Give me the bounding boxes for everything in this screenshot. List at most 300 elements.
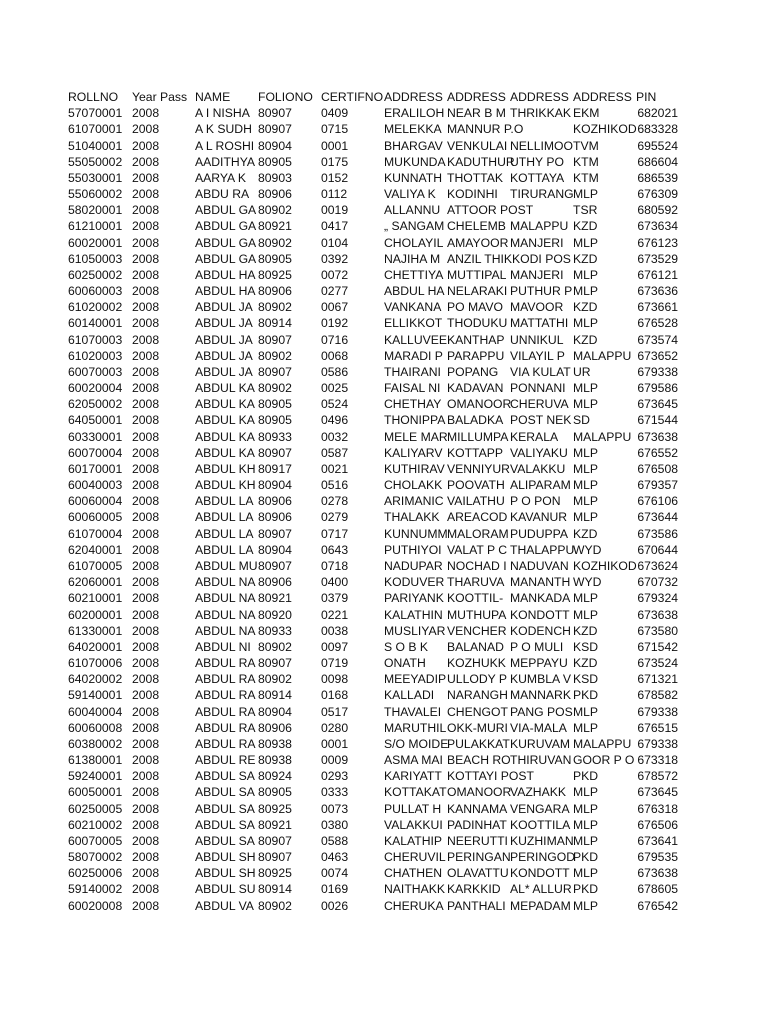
cell-address-2: MALORAM (447, 526, 509, 541)
cell-pin: 673638 (637, 429, 678, 444)
cell-address-1: S/O MOIDE (384, 736, 449, 751)
cell-name: ABDUL SA (195, 833, 255, 848)
cell-address-3: P O MULI (510, 639, 564, 654)
cell-address-4: TSR (573, 203, 598, 218)
cell-rollno: 64020001 (68, 639, 123, 654)
cell-pin: 676506 (637, 817, 678, 832)
header-address-1: ADDRESS (384, 90, 443, 104)
cell-foliono: 80906 (258, 494, 292, 509)
cell-address-2: OMANOOR (447, 397, 512, 412)
cell-certifno: 0516 (321, 478, 349, 493)
cell-address-2: NARANGH (447, 688, 508, 703)
cell-address-2: AMAYOOR (447, 235, 509, 250)
cell-foliono: 80907 (258, 526, 292, 541)
cell-address-3: KONDOTT (510, 866, 570, 881)
cell-certifno: 0277 (321, 284, 349, 299)
cell-rollno: 51040001 (68, 138, 123, 153)
cell-foliono: 80905 (258, 785, 292, 800)
table-row (68, 736, 748, 752)
cell-certifno: 0001 (321, 736, 349, 751)
cell-address-1: KALIYARV (384, 445, 443, 460)
cell-certifno: 0168 (321, 688, 349, 703)
cell-name: ABDUL RA (195, 688, 256, 703)
cell-foliono: 80914 (258, 688, 292, 703)
cell-address-4: MLP (573, 785, 599, 800)
cell-address-2: PERINGAN (447, 850, 511, 865)
cell-rollno: 60380002 (68, 736, 123, 751)
cell-address-2: BALADKA (447, 413, 504, 428)
cell-pin: 671544 (637, 413, 678, 428)
cell-address-1: THALAKK (384, 510, 440, 525)
cell-rollno: 58070002 (68, 850, 123, 865)
cell-rollno: 60330001 (68, 429, 123, 444)
cell-certifno: 0333 (321, 785, 349, 800)
cell-name: ABDUL SH (195, 850, 256, 865)
cell-rollno: 61070001 (68, 122, 123, 137)
cell-address-2: VAILATHU (447, 494, 505, 509)
table-row (68, 332, 748, 348)
cell-rollno: 55050002 (68, 154, 123, 169)
cell-address-4: SD (573, 413, 590, 428)
cell-address-3: CHERUVA (510, 397, 569, 412)
header-pin: PIN (636, 90, 657, 104)
cell-address-1: NAJIHA M (384, 251, 441, 266)
cell-pin: 683328 (637, 122, 678, 137)
cell-pin: 676508 (637, 461, 678, 476)
cell-address-2: KADUTHUR (447, 154, 515, 169)
cell-address-1: THAVALEI (384, 704, 442, 719)
table-row (68, 461, 748, 477)
cell-name: ABDUL SH (195, 866, 256, 881)
cell-pin: 679535 (637, 850, 678, 865)
cell-pin: 676309 (637, 187, 678, 202)
cell-foliono: 80933 (258, 623, 292, 638)
table-row (68, 898, 748, 914)
cell-year-pass: 2008 (132, 769, 160, 784)
cell-address-1: MUSLIYAR (384, 623, 446, 638)
cell-rollno: 58020001 (68, 203, 123, 218)
cell-name: ABDUL SA (195, 785, 255, 800)
cell-certifno: 0175 (321, 154, 349, 169)
cell-pin: 670644 (637, 542, 678, 557)
cell-address-1: CHOLAKK (384, 478, 443, 493)
cell-certifno: 0280 (321, 720, 349, 735)
cell-name: ABDUL SA (195, 817, 255, 832)
cell-foliono: 80904 (258, 542, 292, 557)
cell-address-1: „ SANGAM (384, 219, 445, 234)
cell-address-1: MELEKKA (384, 122, 442, 137)
cell-pin: 673645 (637, 397, 678, 412)
cell-year-pass: 2008 (132, 154, 160, 169)
table-row (68, 170, 748, 186)
cell-name: ABDUL RA (195, 656, 256, 671)
cell-certifno: 0097 (321, 639, 349, 654)
cell-pin: 679586 (637, 381, 678, 396)
cell-address-4: MLP (573, 510, 599, 525)
table-row (68, 881, 748, 897)
cell-year-pass: 2008 (132, 542, 160, 557)
cell-year-pass: 2008 (132, 348, 160, 363)
table-row (68, 493, 748, 509)
cell-name: ABDUL LA (195, 542, 254, 557)
cell-foliono: 80906 (258, 575, 292, 590)
table-row (68, 574, 748, 590)
cell-address-1: THAIRANI (384, 364, 441, 379)
cell-name: ABDUL HA (195, 284, 256, 299)
header-address-4: ADDRESS (573, 90, 632, 104)
table-row (68, 526, 748, 542)
cell-certifno: 0409 (321, 106, 349, 121)
cell-address-3: THIRUVAN (510, 753, 572, 768)
cell-pin: 673652 (637, 348, 678, 363)
cell-pin: 673645 (637, 785, 678, 800)
cell-pin: 673318 (637, 753, 678, 768)
cell-rollno: 60250002 (68, 267, 123, 282)
cell-address-3: P O PON (510, 494, 561, 509)
cell-rollno: 60070003 (68, 364, 123, 379)
cell-name: ABDUL GA (195, 235, 257, 250)
cell-address-2: MANNUR P.O (447, 122, 524, 137)
cell-address-3: AL* ALLUR (510, 882, 572, 897)
cell-name: ABDUL KH (195, 461, 256, 476)
cell-address-4: EKM (573, 106, 600, 121)
header-name: NAME (195, 90, 231, 104)
cell-foliono: 80914 (258, 882, 292, 897)
cell-name: ABDUL NA (195, 623, 256, 638)
cell-address-1: PARIYANK (384, 591, 444, 606)
cell-pin: 676528 (637, 316, 678, 331)
cell-name: ABDUL RA (195, 672, 256, 687)
cell-address-4: MLP (573, 381, 599, 396)
cell-address-4: KZD (573, 251, 598, 266)
cell-name: ABDUL NA (195, 607, 256, 622)
cell-certifno: 0517 (321, 704, 349, 719)
cell-year-pass: 2008 (132, 316, 160, 331)
cell-foliono: 80933 (258, 429, 292, 444)
table-row (68, 477, 748, 493)
cell-pin: 676515 (637, 720, 678, 735)
cell-address-2: ANZIL THIKKODI POS (447, 251, 571, 266)
table-row (68, 639, 748, 655)
table-row (68, 607, 748, 623)
cell-certifno: 0719 (321, 656, 349, 671)
cell-address-3: NADUVAN (510, 558, 569, 573)
cell-year-pass: 2008 (132, 284, 160, 299)
cell-foliono: 80907 (258, 364, 292, 379)
cell-address-3: MANNARK (510, 688, 571, 703)
header-row (68, 89, 748, 105)
cell-address-3: MANANTH (510, 575, 571, 590)
cell-address-2: POOVATH (447, 478, 505, 493)
cell-address-4: KOZHIKOD (573, 122, 637, 137)
cell-address-1: MEEYADIP (384, 672, 447, 687)
cell-pin: 673634 (637, 219, 678, 234)
cell-year-pass: 2008 (132, 235, 160, 250)
cell-address-4: MLP (573, 284, 599, 299)
table-row (68, 138, 748, 154)
cell-address-2: PO MAVO (447, 300, 503, 315)
cell-year-pass: 2008 (132, 526, 160, 541)
cell-certifno: 0032 (321, 429, 349, 444)
cell-certifno: 0067 (321, 300, 349, 315)
cell-pin: 678605 (637, 882, 678, 897)
cell-rollno: 62050002 (68, 397, 123, 412)
cell-year-pass: 2008 (132, 866, 160, 881)
cell-year-pass: 2008 (132, 494, 160, 509)
cell-address-2: CHELEMB (447, 219, 506, 234)
cell-foliono: 80906 (258, 284, 292, 299)
cell-rollno: 60060004 (68, 494, 123, 509)
cell-rollno: 64020002 (68, 672, 123, 687)
cell-foliono: 80914 (258, 316, 292, 331)
cell-name: ABDUL SA (195, 769, 255, 784)
table-row (68, 412, 748, 428)
cell-foliono: 80921 (258, 591, 292, 606)
table-row (68, 655, 748, 671)
cell-foliono: 80906 (258, 720, 292, 735)
cell-address-3: TIRURANG (510, 187, 574, 202)
cell-address-1: MARADI P (384, 348, 443, 363)
cell-address-4: MLP (573, 235, 599, 250)
cell-year-pass: 2008 (132, 720, 160, 735)
cell-pin: 679338 (637, 364, 678, 379)
cell-foliono: 80920 (258, 607, 292, 622)
cell-name: AADITHYA (195, 154, 256, 169)
cell-name: ABDUL KA (195, 413, 255, 428)
cell-address-3: NELLIMOO (510, 138, 573, 153)
cell-name: ABDUL LA (195, 526, 254, 541)
cell-foliono: 80907 (258, 122, 292, 137)
cell-certifno: 0038 (321, 623, 349, 638)
cell-certifno: 0025 (321, 381, 349, 396)
cell-certifno: 0192 (321, 316, 349, 331)
cell-foliono: 80925 (258, 866, 292, 881)
cell-year-pass: 2008 (132, 413, 160, 428)
cell-certifno: 0098 (321, 672, 349, 687)
table-row (68, 558, 748, 574)
table-row (68, 186, 748, 202)
cell-foliono: 80902 (258, 898, 292, 913)
cell-name: ABDUL NA (195, 591, 256, 606)
cell-certifno: 0380 (321, 817, 349, 832)
cell-foliono: 80924 (258, 769, 292, 784)
cell-address-4: MLP (573, 316, 599, 331)
cell-name: ABDUL JA (195, 348, 253, 363)
cell-address-2: VALAT P C (447, 542, 508, 557)
cell-certifno: 0112 (321, 187, 348, 202)
cell-year-pass: 2008 (132, 364, 160, 379)
cell-certifno: 0019 (321, 203, 349, 218)
cell-year-pass: 2008 (132, 478, 160, 493)
spreadsheet (68, 89, 748, 914)
cell-address-2: KADAVAN (447, 381, 504, 396)
cell-address-1: KARIYATT (384, 769, 442, 784)
cell-year-pass: 2008 (132, 219, 160, 234)
table-row (68, 509, 748, 525)
cell-year-pass: 2008 (132, 429, 160, 444)
cell-year-pass: 2008 (132, 736, 160, 751)
cell-year-pass: 2008 (132, 300, 160, 315)
cell-address-4: KZD (573, 219, 598, 234)
cell-certifno: 0643 (321, 542, 349, 557)
cell-name: ABDUL KH (195, 478, 256, 493)
cell-foliono: 80907 (258, 833, 292, 848)
cell-address-2: NOCHAD I (447, 558, 507, 573)
cell-foliono: 80902 (258, 672, 292, 687)
cell-certifno: 0524 (321, 397, 349, 412)
cell-certifno: 0026 (321, 898, 349, 913)
cell-address-2: AREACOD (447, 510, 508, 525)
cell-foliono: 80906 (258, 187, 292, 202)
cell-year-pass: 2008 (132, 850, 160, 865)
cell-address-2: BEACH RO (447, 753, 511, 768)
cell-address-4: KSD (573, 639, 599, 654)
table-row (68, 348, 748, 364)
cell-year-pass: 2008 (132, 607, 160, 622)
cell-address-2: MUTTIPAL (447, 267, 507, 282)
cell-name: A L ROSHI (195, 138, 255, 153)
table-row (68, 202, 748, 218)
cell-name: ABDUL JA (195, 300, 253, 315)
cell-certifno: 0074 (321, 866, 349, 881)
cell-year-pass: 2008 (132, 510, 160, 525)
cell-address-2: OMANOOR (447, 785, 512, 800)
cell-address-1: CHETTIYA (384, 267, 444, 282)
cell-address-1: MUKUNDA (384, 154, 446, 169)
cell-name: ABDUL LA (195, 510, 254, 525)
cell-address-4: MLP (573, 801, 599, 816)
cell-pin: 686604 (637, 154, 678, 169)
cell-address-3: VALIYAKU (510, 445, 568, 460)
cell-year-pass: 2008 (132, 445, 160, 460)
cell-foliono: 80925 (258, 267, 292, 282)
cell-foliono: 80907 (258, 656, 292, 671)
cell-address-2: VENNIYUR (447, 461, 510, 476)
cell-year-pass: 2008 (132, 106, 160, 121)
cell-certifno: 0009 (321, 753, 349, 768)
cell-pin: 679338 (637, 736, 678, 751)
cell-foliono: 80902 (258, 203, 292, 218)
cell-certifno: 0073 (321, 801, 349, 816)
cell-address-1: KODUVER (384, 575, 445, 590)
cell-pin: 673580 (637, 623, 678, 638)
cell-year-pass: 2008 (132, 882, 160, 897)
cell-address-1: S O B K (384, 639, 429, 654)
cell-address-3: PUTHUR P (510, 284, 573, 299)
cell-foliono: 80907 (258, 106, 292, 121)
cell-name: ABDUL HA (195, 267, 256, 282)
cell-year-pass: 2008 (132, 817, 160, 832)
cell-address-1: KUNNUMM (384, 526, 448, 541)
table-row (68, 218, 748, 234)
cell-address-2: CHENGOT (447, 704, 508, 719)
cell-address-3: MAVOOR (510, 300, 564, 315)
cell-pin: 678582 (637, 688, 678, 703)
cell-certifno: 0716 (321, 332, 349, 347)
cell-address-4: MLP (573, 397, 599, 412)
table-row (68, 429, 748, 445)
cell-pin: 673574 (637, 332, 678, 347)
cell-certifno: 0068 (321, 348, 349, 363)
cell-rollno: 60060008 (68, 720, 123, 735)
cell-name: ABDUL LA (195, 494, 254, 509)
cell-address-3: THRIKKAK (510, 106, 571, 121)
cell-address-4: KZD (573, 300, 598, 315)
cell-rollno: 61380001 (68, 753, 123, 768)
cell-address-4: MLP (573, 607, 599, 622)
cell-name: ABDUL RA (195, 720, 256, 735)
cell-rollno: 57070001 (68, 106, 123, 121)
table-row (68, 315, 748, 331)
cell-address-3: KERALA (510, 429, 559, 444)
cell-pin: 673529 (637, 251, 678, 266)
cell-certifno: 0072 (321, 267, 349, 282)
cell-address-1: KOTTAKAT (384, 785, 447, 800)
cell-address-4: MLP (573, 898, 599, 913)
cell-foliono: 80903 (258, 170, 292, 185)
cell-address-1: NADUPAR (384, 558, 443, 573)
cell-rollno: 64050001 (68, 413, 123, 428)
cell-address-3: VAZHAKK (510, 785, 566, 800)
cell-rollno: 60210002 (68, 817, 123, 832)
cell-certifno: 0718 (321, 558, 349, 573)
cell-rollno: 60140001 (68, 316, 123, 331)
cell-address-1: NAITHAKK (384, 882, 445, 897)
cell-address-3: UNNIKUL (510, 332, 564, 347)
cell-address-4: KOZHIKOD (573, 558, 637, 573)
cell-pin: 682021 (637, 106, 678, 121)
cell-rollno: 61070006 (68, 656, 123, 671)
cell-year-pass: 2008 (132, 381, 160, 396)
cell-address-4: MLP (573, 267, 599, 282)
table-row (68, 623, 748, 639)
cell-year-pass: 2008 (132, 138, 160, 153)
cell-name: ABDUL RA (195, 704, 256, 719)
cell-name: A K SUDH (195, 122, 252, 137)
table-row (68, 380, 748, 396)
cell-name: ABDUL GA (195, 219, 257, 234)
cell-address-3: PERINGOD (510, 850, 576, 865)
cell-name: ABDUL KA (195, 429, 255, 444)
cell-name: ABDUL KA (195, 445, 255, 460)
cell-address-3: MANJERI (510, 235, 564, 250)
cell-rollno: 61070004 (68, 526, 123, 541)
cell-address-1: MARUTHIL (384, 720, 447, 735)
cell-address-2: THOTTAK (447, 170, 503, 185)
cell-foliono: 80938 (258, 753, 292, 768)
cell-foliono: 80905 (258, 251, 292, 266)
cell-pin: 695524 (637, 138, 678, 153)
cell-address-4: PKD (573, 882, 599, 897)
cell-foliono: 80905 (258, 154, 292, 169)
cell-address-3: VIA KULAT (510, 364, 571, 379)
cell-address-2: KOTTAPP (447, 445, 503, 460)
cell-address-4: MALAPPU (573, 736, 632, 751)
cell-year-pass: 2008 (132, 397, 160, 412)
cell-pin: 671542 (637, 639, 678, 654)
cell-year-pass: 2008 (132, 251, 160, 266)
cell-address-2: NEERUTTI (447, 833, 508, 848)
cell-address-4: MALAPPU (573, 429, 632, 444)
table-row (68, 752, 748, 768)
cell-year-pass: 2008 (132, 267, 160, 282)
cell-address-4: MLP (573, 187, 599, 202)
cell-address-1: ARIMANIC (384, 494, 444, 509)
cell-year-pass: 2008 (132, 898, 160, 913)
cell-address-2: POPANG (447, 364, 499, 379)
cell-year-pass: 2008 (132, 591, 160, 606)
cell-address-4: MLP (573, 478, 599, 493)
